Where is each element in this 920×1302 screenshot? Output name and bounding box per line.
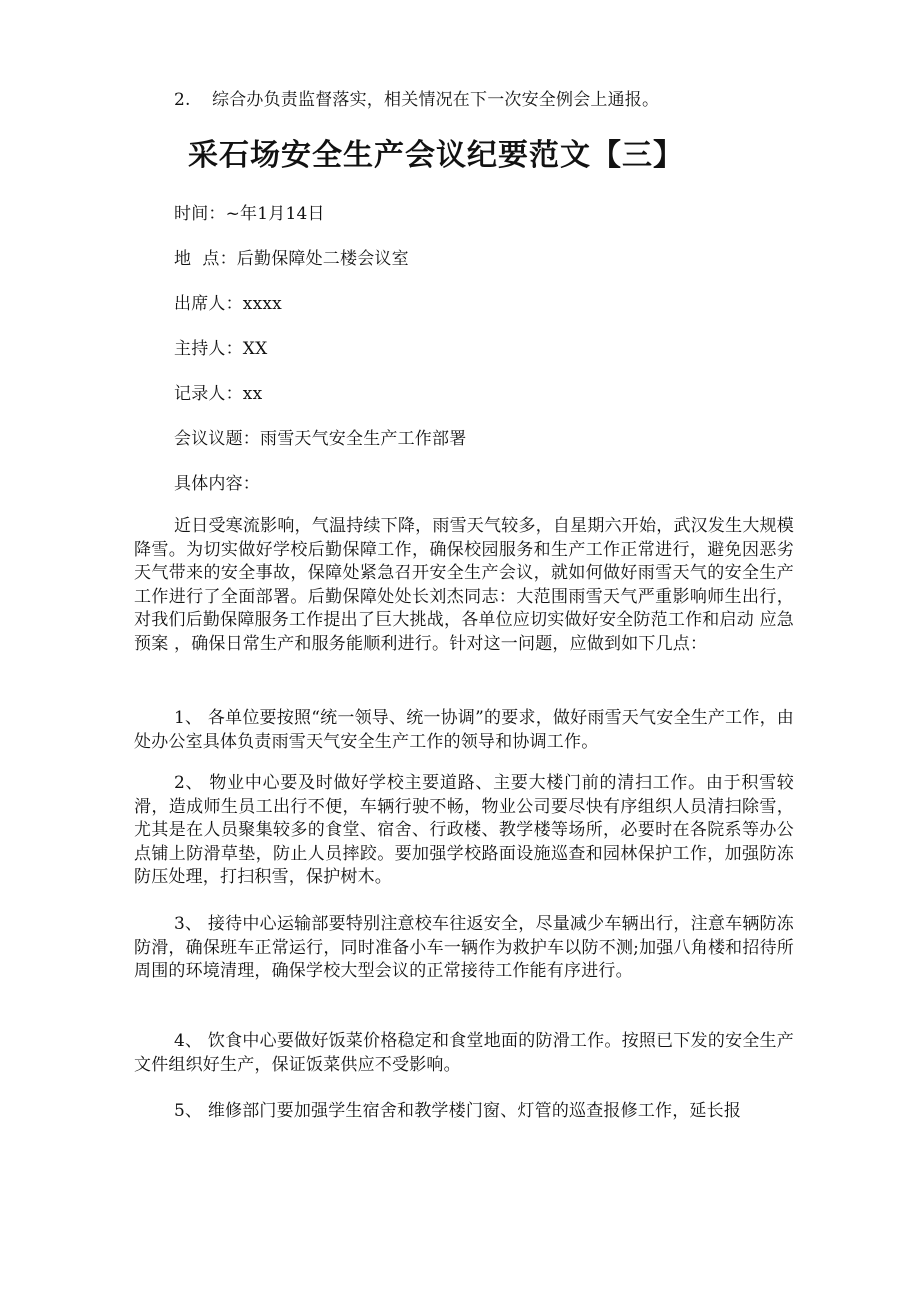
document-title: 采石场安全生产会议纪要范文【三】 — [188, 138, 684, 173]
top-item-number: 2. — [174, 90, 191, 110]
meta-topic: 会议议题：雨雪天气安全生产工作部署 — [174, 429, 467, 449]
top-item-text: 综合办负责监督落实，相关情况在下一次安全例会上通报。 — [212, 90, 660, 110]
item-paragraph-3: 3、 接待中心运输部要特别注意校车往返安全，尽量减少车辆出行，注意车辆防冻防滑，确保班车正常运行，同时准备小车一辆作为救护车以防不测;加强八角楼和招待所周围的环境清理，确保学校大型会议的正常接待工作能有序进行。 — [134, 914, 794, 982]
top-list-item — [174, 88, 659, 112]
intro-paragraph: 近日受寒流影响，气温持续下降，雨雪天气较多，自星期六开始，武汉发生大规模降雪。为切实做好学校后勤保障工作，确保校园服务和生产工作正常进行，避免因恶劣天气带来的安全事故，保障处紧急召开安全生产会议，就如何做好雨雪天气的安全生产工作进行了全面部署。后勤保障处处长刘杰同志：大范围雨雪天气严重影响师生出行，对我们后勤保障服务工作提出了巨大挑战，各单位应切实做好安全防范工作和启动 应急预案 ，确保日常生产和服务能顺利进行。针对这一问题，应做到如下几点： — [134, 516, 794, 654]
meta-recorder: 记录人：xx — [174, 384, 263, 404]
meta-attendees: 出席人：xxxx — [174, 294, 282, 314]
item-paragraph-4: 4、 饮食中心要做好饭菜价格稳定和食堂地面的防滑工作。按照已下发的安全生产文件组织好生产，保证饭菜供应不受影响。 — [134, 1031, 794, 1075]
meta-host: 主持人：XX — [174, 339, 268, 359]
meta-content-label: 具体内容： — [174, 474, 260, 494]
meta-time: 时间：~年1月14日 — [174, 204, 325, 224]
item-paragraph-1: 1、 各单位要按照“统一领导、统一协调”的要求，做好雨雪天气安全生产工作，由处办公室具体负责雨雪天气安全生产工作的领导和协调工作。 — [134, 708, 794, 752]
meta-place: 地 点：后勤保障处二楼会议室 — [174, 249, 409, 269]
item-paragraph-2: 2、 物业中心要及时做好学校主要道路、主要大楼门前的清扫工作。由于积雪较滑，造成师生员工出行不便，车辆行驶不畅，物业公司要尽快有序组织人员清扫除雪，尤其是在人员聚集较多的食堂、宿舍、行政楼、教学楼等场所，必要时在各院系等办公点铺上防滑草垫，防止人员摔跤。要加强学校路面设施巡查和园林保护工作，加强防冻防压处理，打扫积雪，保护树木。 — [134, 773, 794, 888]
item-paragraph-5: 5、 维修部门要加强学生宿舍和教学楼门窗、灯管的巡查报修工作，延长报 — [174, 1101, 742, 1121]
